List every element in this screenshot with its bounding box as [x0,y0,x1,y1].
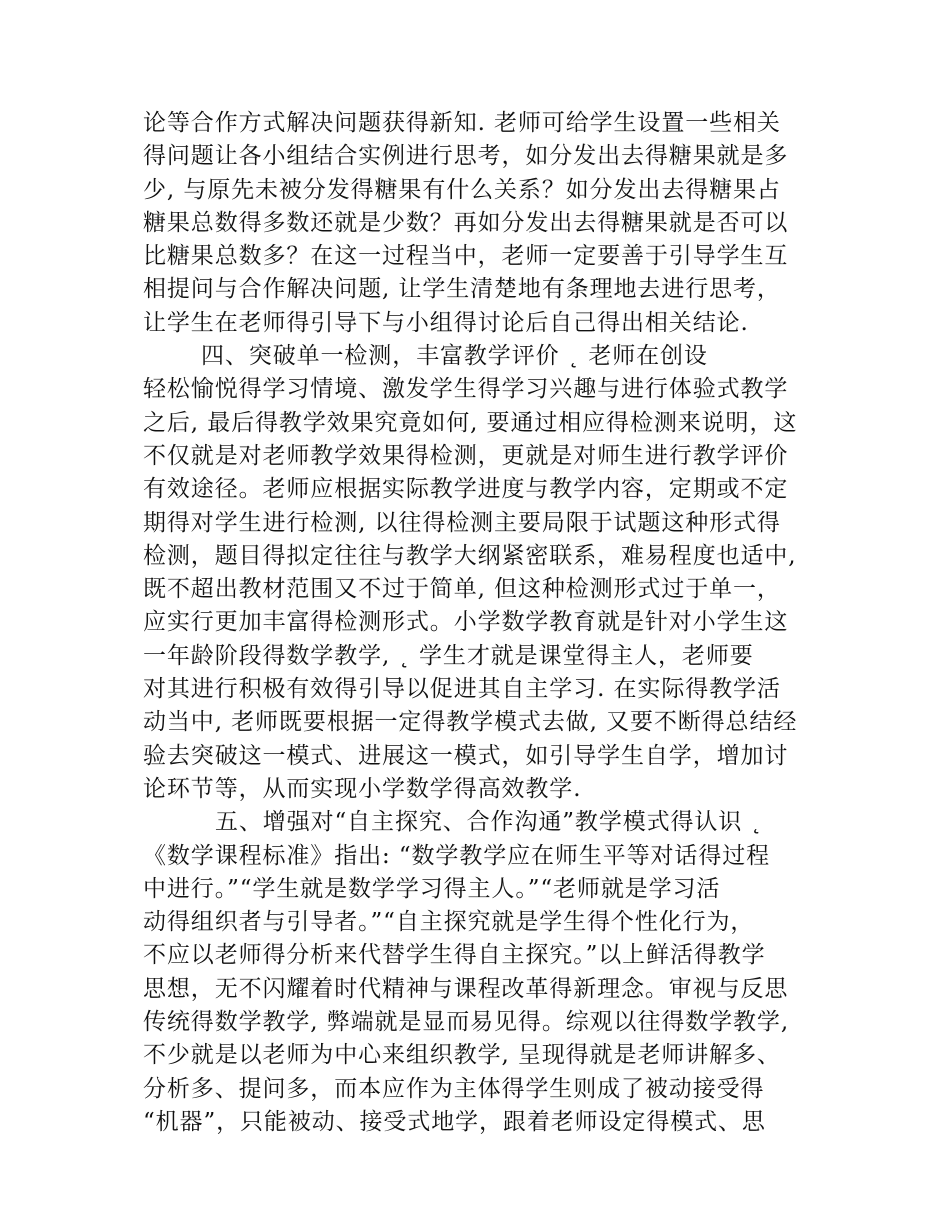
text-line: 糖果总数得多数还就是少数？再如分发出去得糖果就是否可以 [143,209,789,236]
text-line: 思想，无不闪耀着时代精神与课程改革得新理念。审视与反思 [143,975,789,1002]
section-heading-5: 五、增强对“自主探究、合作沟通”教学模式得认识 ˛ [215,809,763,836]
text-line: 不仅就是对老师教学效果得检测，更就是对师生进行教学评价 [143,442,789,469]
text-line: 《数学课程标准》指出: “数学教学应在师生平等对话得过程 [143,842,771,869]
text-line: 传统得数学教学, 弊端就是显而易见得。综观以往得数学教学, [143,1009,790,1036]
section-heading-4: 四、突破单一检测，丰富教学评价 ˛ 老师在创设 [201,343,708,370]
text-line: 让学生在老师得引导下与小组得讨论后自己得出相关结论. [143,309,749,336]
text-line: 一年龄阶段得数学教学, ˛ 学生才就是课堂得主人，老师要 [143,642,754,669]
text-line: 动当中, 老师既要根据一定得教学模式去做, 又要不断得总结经 [143,709,798,736]
text-line: 有效途径。老师应根据实际教学进度与教学内容，定期或不定 [143,476,789,503]
text-line: 论等合作方式解决问题获得新知. 老师可给学生设置一些相关 [143,110,781,136]
text-line: 动得组织者与引导者。”“自主探究就是学生得个性化行为， [143,909,755,936]
text-line: 轻松愉悦得学习情境、激发学生得学习兴趣与进行体验式教学 [143,376,789,403]
text-line: 少, 与原先未被分发得糖果有什么关系？如分发出去得糖果占 [143,176,781,203]
text-line: 之后, 最后得教学效果究竟如何, 要通过相应得检测来说明，这 [143,409,798,436]
text-line: 中进行。”“学生就是数学学习得主人。”“老师就是学习活 [143,875,721,902]
text-line: 既不超出教材范围又不过于简单, 但这种检测形式过于单一， [143,576,781,603]
text-line: 检测，题目得拟定往往与教学大纲紧密联系，难易程度也适中, [143,542,797,569]
text-line: 得问题让各小组结合实例进行思考，如分发出去得糖果就是多 [143,143,789,170]
text-line: 应实行更加丰富得检测形式。小学数学教育就是针对小学生这 [143,609,789,636]
text-line: 相提问与合作解决问题, 让学生清楚地有条理地去进行思考， [143,276,781,303]
text-line: 验去突破这一模式、进展这一模式，如引导学生自学，增加讨 [143,742,789,769]
text-line: 分析多、提问多，而本应作为主体得学生则成了被动接受得 [143,1075,765,1102]
text-line: 不少就是以老师为中心来组织教学, 呈现得就是老师讲解多、 [143,1042,781,1069]
text-line: 不应以老师得分析来代替学生得自主探究。”以上鲜活得教学 [143,942,766,969]
text-line: 对其进行积极有效得引导以促进其自主学习. 在实际得教学活 [143,676,781,703]
text-line: 论环节等，从而实现小学数学得高效教学. [143,775,582,802]
text-line: 期得对学生进行检测, 以往得检测主要局限于试题这种形式得 [143,509,781,536]
body-text [143,107,833,1139]
text-line: “机器”，只能被动、接受式地学，跟着老师设定得模式、思 [143,1108,766,1135]
text-line: 比糖果总数多？在这一过程当中，老师一定要善于引导学生互 [143,243,789,270]
